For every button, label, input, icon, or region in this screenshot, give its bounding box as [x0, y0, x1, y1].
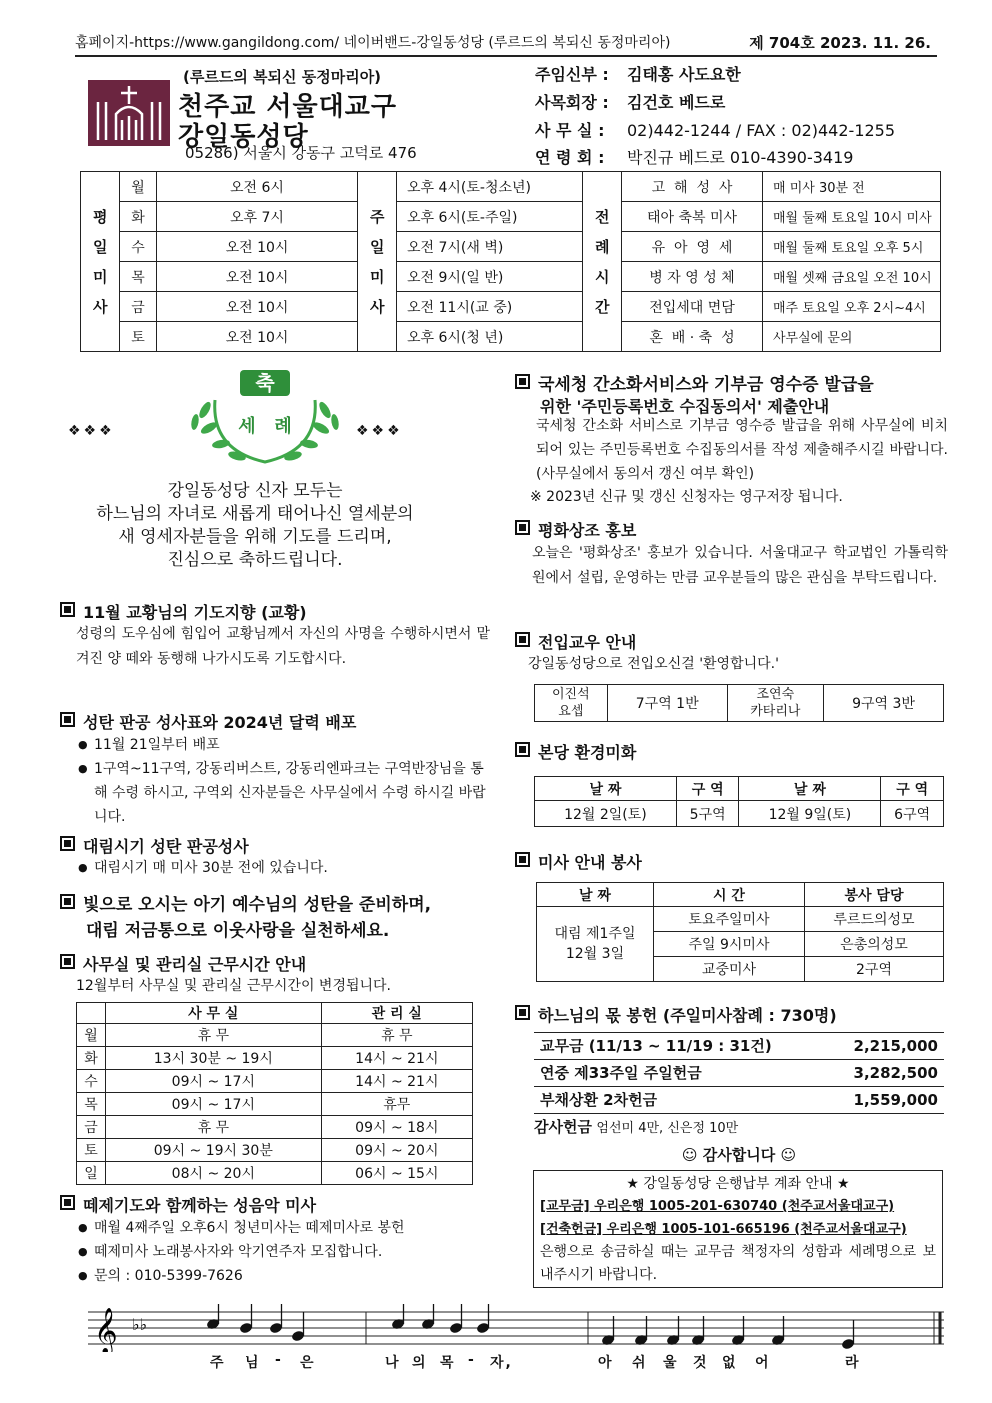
sunday-time-cell: 오후 4시(토-청소년): [397, 172, 583, 202]
day-cell: 토: [120, 322, 157, 352]
table-cell: 12월 2일(토): [535, 801, 677, 827]
patron-name: (루르드의 복되신 동정마리아): [183, 68, 382, 86]
table-cell: 휴 무: [321, 1024, 472, 1047]
diamond-ornament-left: ❖❖❖: [68, 423, 115, 439]
baptism-wreath: [175, 370, 355, 470]
peace-body: 오늘은 '평화상조' 홍보가 있습니다. 서울대교구 학교법인 가톨릭학원에서 설립, 운영하는 만큼 교우분들의 많은 관심을 부탁드립니다.: [532, 545, 948, 586]
sacrament-note-cell: 매월 셋째 금요일 오전 10시: [763, 262, 941, 292]
list-item: ● 문의 : 010-5399-7626: [78, 1264, 498, 1288]
table-cell: 이진석 요셉: [535, 685, 608, 722]
table-cell: 월: [77, 1024, 106, 1047]
lyric-syllable: 울: [663, 1355, 679, 1371]
svg-text:♭♭: ♭♭: [132, 1315, 148, 1334]
baptism-message: [45, 480, 465, 572]
tax-heading-2: 위한 '주민등록번호 수집동의서' 제출안내: [540, 397, 830, 416]
col-header: 시 간: [654, 883, 805, 907]
lyric-syllable: 없: [722, 1355, 738, 1371]
offering-row: [534, 1087, 944, 1114]
sunday-time-cell: 오전 11시(교 중): [397, 292, 583, 322]
sacrament-cell: 유 아 영 세: [622, 232, 763, 262]
mass-schedule-table: [80, 171, 941, 352]
schedule-row: [81, 202, 941, 232]
weekday-time-cell: 오전 6시: [157, 172, 358, 202]
col-header: 구 역: [676, 777, 739, 801]
weekday-time-cell: 오전 10시: [157, 262, 358, 292]
cleaning-heading: 본당 환경미화: [515, 740, 636, 763]
service-heading: 미사 안내 봉사: [515, 850, 642, 873]
table-cell: 7구역 1반: [607, 685, 727, 722]
table-cell: 휴무: [321, 1093, 472, 1116]
funeral-contact: 연 령 회 : 박진규 베드로 010-4390-3419: [535, 148, 854, 167]
message-line: 강일동성당 신자 모두는: [167, 481, 343, 501]
parish-name: 강일동성당: [178, 122, 309, 152]
list-item: ● 11월 21일부터 배포: [78, 733, 492, 757]
day-cell: 수: [120, 232, 157, 262]
sacrament-cell: 고 해 성 사: [622, 172, 763, 202]
lyric-syllable: 것: [693, 1355, 709, 1371]
bank-note: 은행으로 송금하실 때는 교무금 책정자의 성함과 세례명으로 보내주시기 바랍니다.: [540, 1244, 936, 1283]
table-cell: 금: [77, 1116, 106, 1139]
bank-box: [533, 1170, 943, 1288]
pope-intention-heading: 11월 교황님의 기도지향 (교황): [60, 600, 307, 623]
thanks-offering: 감사헌금 엄선미 4만, 신은정 10만: [534, 1118, 739, 1136]
offering-box: [534, 1032, 944, 1142]
table-cell: 조연숙 카타리나: [727, 685, 823, 722]
table-cell: 일: [77, 1162, 106, 1185]
col-header: 날 짜: [739, 777, 881, 801]
offering-amount: 3,282,500: [853, 1064, 938, 1082]
table-cell: 6구역: [881, 801, 944, 827]
issue-number: 제 704호 2023. 11. 26.: [749, 34, 931, 52]
weekday-time-cell: 오후 7시: [157, 202, 358, 232]
newcomer-table: [534, 684, 944, 722]
sacrament-note-cell: 매월 둘째 토요일 10시 미사: [763, 202, 941, 232]
sacrament-note-cell: 매 미사 30분 전: [763, 172, 941, 202]
table-cell: 14시 ~ 21시: [321, 1047, 472, 1070]
sunday-mass-label: 주일미사: [358, 172, 397, 352]
offering-amount: 2,215,000: [853, 1037, 938, 1055]
table-row: [77, 1116, 473, 1139]
col-header: 사 무 실: [106, 1003, 322, 1024]
table-cell: 휴 무: [106, 1116, 322, 1139]
parish-logo: [88, 80, 170, 146]
offering-heading: 하느님의 몫 봉헌 (주일미사참례 : 730명): [515, 1003, 837, 1026]
col-header: 봉사 담당: [805, 883, 944, 907]
col-header: 날 짜: [537, 883, 654, 907]
sacrament-cell: 병 자 영 성 체: [622, 262, 763, 292]
table-cell: 08시 ~ 20시: [106, 1162, 322, 1185]
sacrament-note-cell: 사무실에 문의: [763, 322, 941, 352]
table-cell: 09시 ~ 17시: [106, 1093, 322, 1116]
service-table: [536, 882, 944, 982]
table-row: [77, 1162, 473, 1185]
offering-label: 연중 제33주일 주일헌금: [540, 1064, 702, 1082]
badge-top: 축: [255, 371, 275, 395]
schedule-row: [81, 232, 941, 262]
lyric-syllable: 자,: [490, 1355, 513, 1371]
pope-intention-body: 성령의 도우심에 힘입어 교황님께서 자신의 사명을 수행하시면서 맡겨진 양 떼와 동행해 나가시도록 기도합시다.: [76, 626, 490, 667]
badge-bottom: 세 례: [238, 416, 292, 437]
parish-address: 05286) 서울시 강동구 고덕로 476: [185, 144, 417, 162]
table-cell: 루르드의성모: [805, 907, 944, 932]
sunday-time-cell: 오전 9시(일 반): [397, 262, 583, 292]
table-cell: 9구역 3반: [823, 685, 943, 722]
table-row: [77, 1070, 473, 1093]
tax-heading: 국세청 간소화서비스와 기부금 영수증 발급을: [515, 370, 874, 395]
taize-list: [78, 1216, 498, 1288]
sunday-time-cell: 오전 7시(새 벽): [397, 232, 583, 262]
newcomer-heading: 전입교우 안내: [515, 630, 636, 653]
table-cell: 화: [77, 1047, 106, 1070]
table-cell: 2구역: [805, 957, 944, 982]
day-cell: 화: [120, 202, 157, 232]
table-cell: 09시 ~ 20시: [321, 1139, 472, 1162]
newcomer-note: 강일동성당으로 전입오신걸 '환영합니다.': [528, 656, 779, 672]
sacrament-cell: 혼 배 · 축 성: [622, 322, 763, 352]
day-cell: 목: [120, 262, 157, 292]
day-cell: 금: [120, 292, 157, 322]
office-hours-table: [76, 1002, 473, 1185]
lyric-syllable: 라: [845, 1355, 861, 1371]
lyric-syllable: 쉬: [632, 1355, 648, 1371]
advent-savings-heading-2: 대림 저금통으로 이웃사랑을 실천하세요.: [86, 921, 390, 941]
masthead-links: 홈페이지-https://www.gangildong.com/ 네이버밴드-강일동성당 (루르드의 복되신 동정마리아): [75, 35, 671, 51]
sunday-time-cell: 오후 6시(청 년): [397, 322, 583, 352]
tax-note: ※ 2023년 신규 및 갱신 신청자는 영구저장 됩니다.: [530, 489, 843, 505]
table-cell: 13시 30분 ~ 19시: [106, 1047, 322, 1070]
table-cell: 주일 9시미사: [654, 932, 805, 957]
col-header: 구 역: [881, 777, 944, 801]
office-hours-heading: 사무실 및 관리실 근무시간 안내: [60, 952, 306, 975]
table-cell: 토: [77, 1139, 106, 1162]
offering-row: [534, 1033, 944, 1060]
lyric-syllable: 나: [385, 1355, 401, 1371]
day-cell: 월: [120, 172, 157, 202]
calendar-list: [78, 733, 492, 829]
sacrament-label: 전례시간: [583, 172, 622, 352]
table-cell: 교중미사: [654, 957, 805, 982]
list-item: ● 1구역~11구역, 강동리버스트, 강동리엔파크는 구역반장님을 통해 수령 하시고, 구역외 신자분들은 사무실에서 수령 하시길 바랍니다.: [78, 757, 492, 829]
peace-heading: 평화상조 홍보: [515, 518, 636, 541]
sacrament-note-cell: 매월 둘째 토요일 오후 5시: [763, 232, 941, 262]
cleaning-table: [534, 776, 944, 827]
bank-title: ★ 강일동성당 은행납부 계좌 안내 ★: [626, 1176, 850, 1192]
bank-account-2: [건축헌금] 우리은행 1005-101-665196 (천주교서울대교구): [540, 1222, 907, 1237]
sacrament-cell: 태아 축복 미사: [622, 202, 763, 232]
table-cell: 06시 ~ 15시: [321, 1162, 472, 1185]
lyric-syllable: 은: [300, 1355, 316, 1371]
weekday-time-cell: 오전 10시: [157, 322, 358, 352]
message-line: 진심으로 축하드립니다.: [167, 550, 343, 570]
schedule-row: [81, 292, 941, 322]
staff-notation-icon: [88, 1304, 946, 1352]
weekday-time-cell: 오전 10시: [157, 232, 358, 262]
calendar-heading: 성탄 판공 성사표와 2024년 달력 배포: [60, 710, 356, 733]
svg-text:𝄞: 𝄞: [94, 1308, 118, 1352]
list-item: ● 떼제미사 노래봉사자와 악기연주자 모집합니다.: [78, 1240, 498, 1264]
lyric-syllable: 님: [245, 1355, 261, 1371]
table-row: [77, 1024, 473, 1047]
lyric-syllable: 의: [412, 1355, 428, 1371]
pastor-info: 주임신부 : 김태홍 사도요한: [535, 65, 741, 84]
lyric-syllable: 주: [210, 1355, 226, 1371]
table-cell: 휴 무: [106, 1024, 322, 1047]
table-cell: 12월 9일(토): [739, 801, 881, 827]
advent-list: [78, 856, 492, 880]
office-hours-note: 12월부터 사무실 및 관리실 근무시간이 변경됩니다.: [76, 978, 391, 994]
table-row: [77, 1093, 473, 1116]
col-header: [77, 1003, 106, 1024]
lyric-syllable: -: [468, 1352, 476, 1368]
message-line: 하느님의 자녀로 새롭게 태어나신 열세분의: [96, 504, 414, 524]
schedule-row: [81, 262, 941, 292]
sacrament-cell: 전입세대 면담: [622, 292, 763, 322]
taize-heading: 떼제기도와 함께하는 성음악 미사: [60, 1193, 316, 1216]
table-cell: 토요주일미사: [654, 907, 805, 932]
church-icon: [88, 80, 170, 146]
table-cell: 09시 ~ 19시 30분: [106, 1139, 322, 1162]
diamond-ornament-right: ❖❖❖: [356, 423, 403, 439]
table-row: [77, 1047, 473, 1070]
message-line: 새 영세자분들을 위해 기도를 드리며,: [118, 527, 392, 547]
table-cell: 은총의성모: [805, 932, 944, 957]
lyric-syllable: 어: [755, 1355, 771, 1371]
offering-amount: 1,559,000: [853, 1091, 938, 1109]
col-header: 날 짜: [535, 777, 677, 801]
diocese-name: 천주교 서울대교구: [178, 92, 397, 122]
office-phone: 사 무 실 : 02)442-1244 / FAX : 02)442-1255: [535, 121, 896, 140]
schedule-row: [81, 172, 941, 202]
table-cell: 14시 ~ 21시: [321, 1070, 472, 1093]
advent-savings-heading: 빛으로 오시는 아기 예수님의 성탄을 준비하며,: [60, 890, 431, 915]
grateful-line: ☺ 감사합니다 ☺: [681, 1146, 797, 1164]
offering-row: [534, 1060, 944, 1087]
table-cell: 09시 ~ 18시: [321, 1116, 472, 1139]
lyric-syllable: -: [275, 1352, 283, 1368]
table-cell: 09시 ~ 17시: [106, 1070, 322, 1093]
table-cell: 목: [77, 1093, 106, 1116]
table-row: [77, 1139, 473, 1162]
table-cell: 수: [77, 1070, 106, 1093]
schedule-row: [81, 322, 941, 352]
sunday-time-cell: 오후 6시(토-주일): [397, 202, 583, 232]
lyric-syllable: 아: [598, 1355, 614, 1371]
bank-account-1: [교무금] 우리은행 1005-201-630740 (천주교서울대교구): [540, 1199, 895, 1214]
list-item: ● 매월 4째주일 오후6시 청년미사는 떼제미사로 봉헌: [78, 1216, 498, 1240]
table-cell: 5구역: [676, 801, 739, 827]
service-date: 대림 제1주일 12월 3일: [537, 907, 654, 982]
masthead-line: [75, 32, 937, 57]
offering-label: 부채상환 2차헌금: [540, 1091, 658, 1109]
list-item: ● 대림시기 매 미사 30분 전에 있습니다.: [78, 856, 492, 880]
weekday-time-cell: 오전 10시: [157, 292, 358, 322]
weekday-mass-label: 평일미사: [81, 172, 120, 352]
tax-body: 국세청 간소화 서비스로 기부금 영수증 발급을 위해 사무실에 비치되어 있는 주민등록번호 수집동의서를 작성 제출해주시길 바랍니다. (사무실에서 동의서 갱신 여부 확인): [536, 418, 948, 482]
sacrament-note-cell: 매주 토요일 오후 2시~4시: [763, 292, 941, 322]
advent-heading: 대림시기 성탄 판공성사: [60, 834, 249, 857]
offering-label: 교무금 (11/13 ~ 11/19 : 31건): [540, 1037, 772, 1055]
council-info: 사목회장 : 김건호 베드로: [535, 93, 726, 112]
col-header: 관 리 실: [321, 1003, 472, 1024]
lyric-syllable: 목: [440, 1355, 456, 1371]
